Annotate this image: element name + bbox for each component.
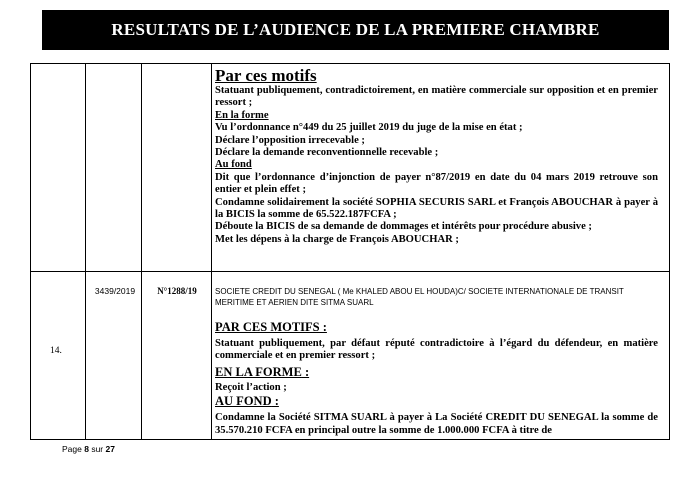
decision-paragraph: Reçoit l’action ;: [215, 381, 287, 393]
au-fond-text: AU FOND: [215, 394, 272, 409]
footer-prefix: Page: [62, 444, 85, 454]
case-number: 3439/2019: [94, 286, 136, 296]
par-ces-motifs-heading: PAR CES MOTIFS :: [215, 320, 327, 334]
decision-paragraph: Déclare l’opposition irrecevable ;: [215, 134, 365, 146]
en-la-forme-colon: :: [301, 364, 310, 379]
decision-paragraph: Déclare la demande reconventionnelle recevable ;: [215, 147, 439, 159]
en-la-forme-text: EN LA FORME: [215, 364, 302, 379]
au-fond-colon: :: [271, 394, 279, 409]
en-la-forme-label: En la forme: [215, 109, 269, 121]
table-border-left: [30, 63, 31, 440]
decision-paragraph: Dit que l’ordonnance d’injonction de payer n°87/2019 en date du 04 mars 2019 retrouve son entier et plein effet ;: [215, 171, 658, 196]
table-col-divider-3: [211, 63, 212, 440]
decision-paragraph: Condamne solidairement la société SOPHIA SECURIS SARL et François ABOUCHAR à payer à la BICIS la somme de 65.522.187FCFA ;: [215, 196, 658, 221]
decision-paragraph: Statuant publiquement, par défaut réputé contradictoire à l’égard du défendeur, en matière commerciale et en premier ressort ;: [215, 338, 658, 362]
table-border-right: [669, 63, 670, 440]
footer-page-total: 27: [105, 444, 115, 454]
decision-paragraph: Met les dépens à la charge de François ABOUCHAR ;: [215, 233, 459, 245]
previous-row-decision: [215, 66, 658, 246]
au-fond-label: [215, 394, 658, 409]
decision-paragraph: Condamne la Société SITMA SUARL à payer à La Société CREDIT DU SENEGAL la somme de 35.570.210 FCFA en principal outre la somme de 1.000.000 FCFA à titre de: [215, 412, 658, 436]
footer-middle: sur: [88, 444, 106, 454]
case-parties: SOCIETE CREDIT DU SENEGAL ( Me KHALED ABOU EL HOUDA)C/ SOCIETE INTERNATIONALE DE TRANSIT MERITIME ET AERIEN DITE SITMA SUARL: [215, 287, 624, 307]
row-14-decision: [215, 320, 658, 437]
table-row-divider: [30, 271, 670, 272]
footer-page-number: 8: [84, 444, 89, 454]
table-border-top: [30, 63, 670, 64]
decision-paragraph: Vu l’ordonnance n°449 du 25 juillet 2019 du juge de la mise en état ;: [215, 122, 523, 134]
banner-title: RESULTATS DE L’AUDIENCE DE LA PREMIERE CHAMBRE: [111, 20, 600, 39]
row-number: 14.: [50, 346, 62, 356]
en-la-forme-label: [215, 365, 658, 380]
par-ces-motifs-heading: Par ces motifs: [215, 66, 317, 85]
au-fond-label: Au fond: [215, 159, 252, 171]
decision-number: N°1288/19: [157, 286, 197, 296]
decision-paragraph: Statuant publiquement, contradictoirement, en matière commerciale sur opposition et en premier ressort ;: [215, 85, 658, 109]
table-col-divider-1: [85, 63, 86, 440]
table-border-bottom: [30, 439, 670, 440]
page-banner: [42, 10, 669, 50]
page-footer: [62, 444, 115, 454]
decision-paragraph: Déboute la BICIS de sa demande de dommages et intérêts pour procédure abusive ;: [215, 221, 592, 233]
table-col-divider-2: [141, 63, 142, 440]
